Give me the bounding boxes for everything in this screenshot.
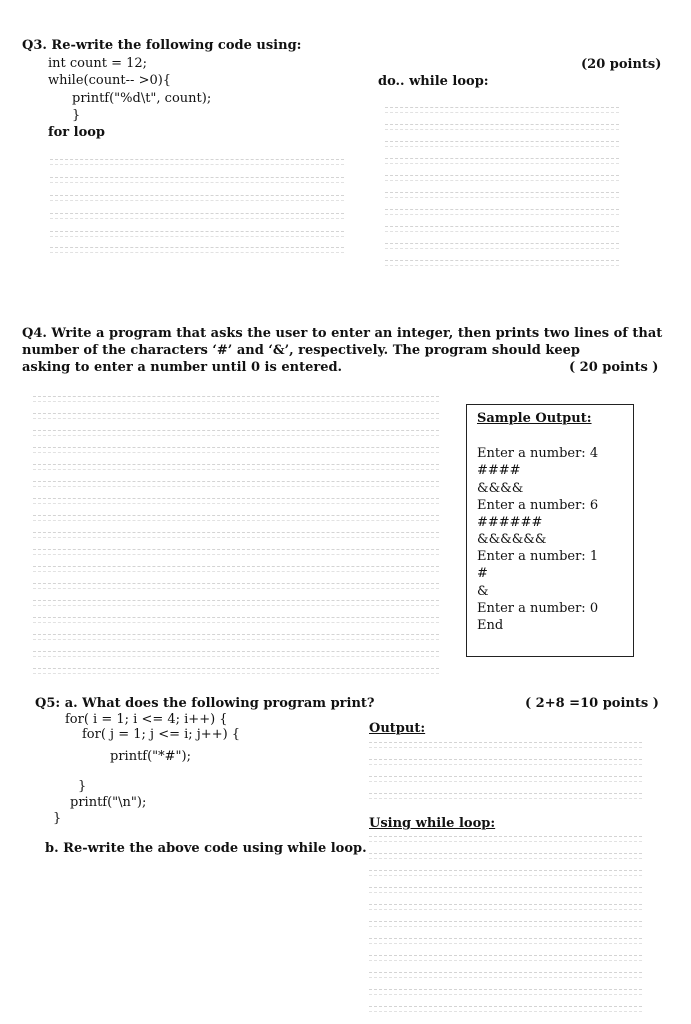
q5-code-line: printf("*#"); <box>110 749 191 764</box>
q3-code-line: int count = 12; <box>48 56 148 71</box>
q3-for-label: for loop <box>48 125 106 140</box>
sample-output-line: Enter a number: 1 <box>477 549 599 564</box>
q3-dowhile-label: do.. while loop: <box>378 74 489 89</box>
q3-code-line: while(count-- >0){ <box>48 73 172 88</box>
sample-output-line: End <box>477 618 504 633</box>
q4-question-line: Q4. Write a program that asks the user to enter an integer, then prints two lines of that <box>22 326 663 341</box>
sample-output-line: ###### <box>477 515 543 530</box>
q5-code-line: for( j = 1; j <= i; j++) { <box>82 727 241 742</box>
q5-part-b: b. Re-write the above code using while loop. <box>45 841 367 856</box>
q3-code-line: printf("%d\t", count); <box>72 91 212 106</box>
q5-while-label: Using while loop: <box>369 816 496 831</box>
q3-for-answer-lines[interactable] <box>50 155 344 255</box>
q5-code-line: printf("\n"); <box>70 795 147 810</box>
q5-code-line: } <box>53 811 62 826</box>
q5-output-answer-lines[interactable] <box>369 738 642 802</box>
sample-output-line: Enter a number: 4 <box>477 446 599 461</box>
sample-output-title: Sample Output: <box>477 411 592 426</box>
q3-dowhile-answer-lines[interactable] <box>385 104 619 272</box>
sample-output-box <box>466 404 634 657</box>
q5-title: Q5: a. What does the following program print? <box>35 696 375 711</box>
q4-answer-lines[interactable] <box>33 392 439 682</box>
q5-code-line: } <box>78 779 87 794</box>
q4-question-line: number of the characters ‘#’ and ‘&’, respectively. The program should keep <box>22 343 580 358</box>
sample-output-line: #### <box>477 463 521 478</box>
sample-output-line: &&&&&& <box>477 532 547 547</box>
sample-output-line: & <box>477 584 489 599</box>
q3-title: Q3. Re-write the following code using: <box>22 38 302 53</box>
sample-output-line: &&&& <box>477 481 524 496</box>
q3-points: (20 points) <box>581 57 662 72</box>
q5-points: ( 2+8 =10 points ) <box>525 696 659 711</box>
q4-points: ( 20 points ) <box>569 360 659 375</box>
q5-code-line: for( i = 1; i <= 4; i++) { <box>65 712 228 727</box>
q3-code-line: } <box>72 108 81 123</box>
q5-while-answer-lines[interactable] <box>369 832 642 1018</box>
sample-output-line: # <box>477 566 488 581</box>
q5-output-label: Output: <box>369 721 426 736</box>
sample-output-line: Enter a number: 0 <box>477 601 599 616</box>
sample-output-line: Enter a number: 6 <box>477 498 599 513</box>
q4-question-line: asking to enter a number until 0 is entered. <box>22 360 343 375</box>
